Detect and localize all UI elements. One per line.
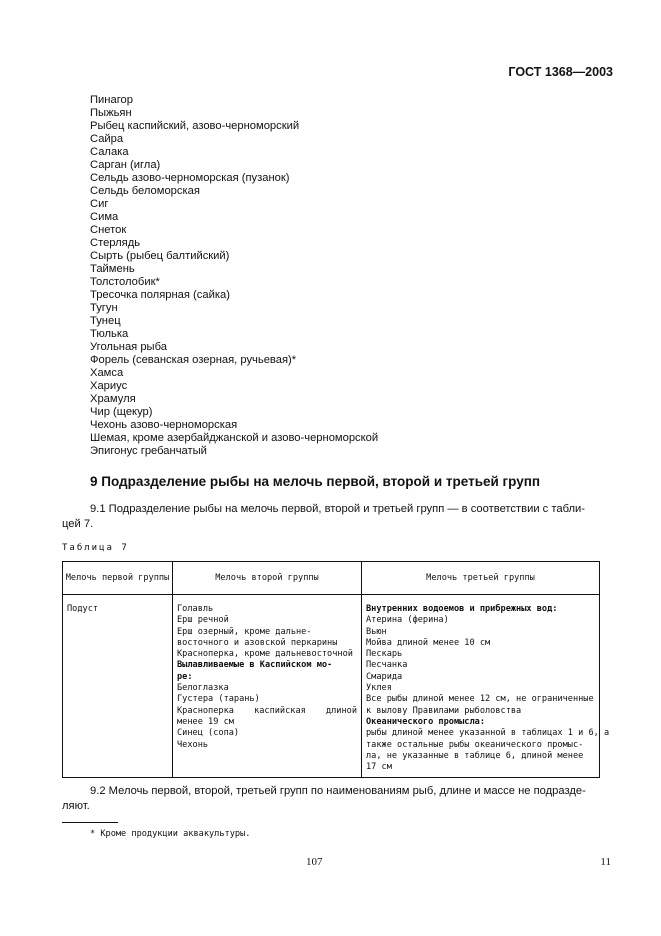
sheet-number: 11 <box>600 856 611 868</box>
list-item: Пыжьян <box>90 107 132 119</box>
table-header-row <box>63 562 600 595</box>
fish-entry: Ерш речной <box>177 615 229 626</box>
fish-entry: менее 19 см <box>177 716 234 727</box>
header-second-group: Мелочь второй группы <box>173 562 362 595</box>
section-9-title: 9 Подразделение рыбы на мелочь первой, второй и третьей групп <box>90 474 541 489</box>
fish-entry: Красноперка, кроме дальневосточной <box>177 649 353 660</box>
cell-third-group <box>362 595 610 778</box>
list-item: Сиг <box>90 198 109 210</box>
fish-entry: также остальные рыбы океанического промыс- <box>366 739 584 750</box>
word: Красноперка <box>177 705 234 716</box>
list-item: Шемая, кроме азербайджанской и азово-черноморской <box>90 432 379 444</box>
list-item: Толстолобик* <box>90 276 160 288</box>
list-item: Снеток <box>90 224 127 236</box>
fish-entry: Пескарь <box>366 649 403 660</box>
header-first-group: Мелочь первой группы <box>63 562 173 595</box>
fish-entry: Уклея <box>366 683 392 694</box>
fish-entry: Подуст <box>67 604 99 614</box>
fish-entry: Голавль <box>177 604 214 614</box>
table-row <box>63 595 600 778</box>
list-item: Чехонь азово-черноморская <box>90 419 238 431</box>
list-item: Сельдь беломорская <box>90 185 200 197</box>
list-item: Храмуля <box>90 393 136 405</box>
paragraph-9-1 <box>62 502 598 532</box>
subheading-oceanic: Океанического промысла: <box>366 716 485 727</box>
document-id: ГОСТ 1368—2003 <box>508 65 613 79</box>
fish-entry: Вьюн <box>366 626 387 637</box>
paragraph-line: 9.1 Подразделение рыбы на мелочь первой, второй и третьей групп — в соответствии с табли- <box>90 503 586 515</box>
paragraph-line: цей 7. <box>62 518 94 530</box>
list-item: Тюлька <box>90 328 129 340</box>
list-item: Сельдь азово-черноморская (пузанок) <box>90 172 290 184</box>
list-item: Сарган (игла) <box>90 159 161 171</box>
list-item: Тунец <box>90 315 121 327</box>
list-item: Чир (щекур) <box>90 406 153 418</box>
fish-entry: рыбы длиной менее указанной в таблицах 1 и 6, а <box>366 728 610 739</box>
fish-entry: Песчанка <box>366 660 408 671</box>
list-item: Сайра <box>90 133 124 145</box>
fish-entry <box>177 706 357 717</box>
paragraph-line: ляют. <box>62 800 90 812</box>
fish-groups-table <box>62 561 610 778</box>
paragraph-line: 9.2 Мелочь первой, второй, третьей групп по наименованиям рыб, длине и массе не подразде- <box>90 785 586 797</box>
list-item: Салака <box>90 146 129 158</box>
cell-first-group <box>63 595 173 778</box>
footnote: * Кроме продукции аквакультуры. <box>90 829 251 839</box>
fish-entry: ла, не указанные в таблице 6, длиной менее <box>366 750 584 761</box>
list-item: Рыбец каспийский, азово-черноморский <box>90 120 300 132</box>
fish-entry: восточного и азовской перкарины <box>177 637 338 648</box>
list-item: Тугун <box>90 302 118 314</box>
list-item: Угольная рыба <box>90 341 167 353</box>
list-item: Таймень <box>90 263 135 275</box>
header-third-group: Мелочь третьей группы <box>362 562 600 595</box>
fish-entry: к вылову Правилами рыболовства <box>366 705 522 716</box>
list-item: Стерлядь <box>90 237 141 249</box>
fish-entry: Ерш озерный, кроме дальне- <box>177 626 312 637</box>
list-item: Сима <box>90 211 119 223</box>
list-item: Хамса <box>90 367 124 379</box>
list-item: Пинагор <box>90 94 133 106</box>
word: длиной <box>325 705 357 716</box>
word: каспийская <box>254 705 306 716</box>
subheading-caspian: Вылавливаемые в Каспийском мо- <box>177 660 333 671</box>
subheading-inland: Внутренних водоемов и прибрежных вод: <box>366 604 558 614</box>
fish-entry: Густера (тарань) <box>177 694 260 705</box>
list-item: Сырть (рыбец балтийский) <box>90 250 230 262</box>
page-number: 107 <box>306 856 323 868</box>
fish-entry: Атерина (ферина) <box>366 615 449 626</box>
fish-name-list <box>90 94 378 458</box>
list-item: Эпигонус гребанчатый <box>90 445 207 457</box>
list-item: Форель (севанская озерная, ручьевая)* <box>90 354 297 366</box>
table-caption: Таблица 7 <box>62 543 129 553</box>
fish-entry: Смарида <box>366 671 403 682</box>
list-item: Хариус <box>90 380 128 392</box>
fish-entry: 17 см <box>366 762 392 773</box>
fish-entry: Чехонь <box>177 739 209 750</box>
footnote-divider <box>62 822 118 823</box>
fish-entry: Белоглазка <box>177 683 229 694</box>
fish-entry: Мойва длиной менее 10 см <box>366 637 491 648</box>
paragraph-9-2 <box>62 784 598 814</box>
list-item: Тресочка полярная (сайка) <box>90 289 230 301</box>
fish-entry: Все рыбы длиной менее 12 см, не ограниченные <box>366 694 594 705</box>
subheading-caspian-cont: ре: <box>177 671 193 682</box>
fish-entry: Синец (сопа) <box>177 728 240 739</box>
cell-second-group <box>173 595 362 778</box>
